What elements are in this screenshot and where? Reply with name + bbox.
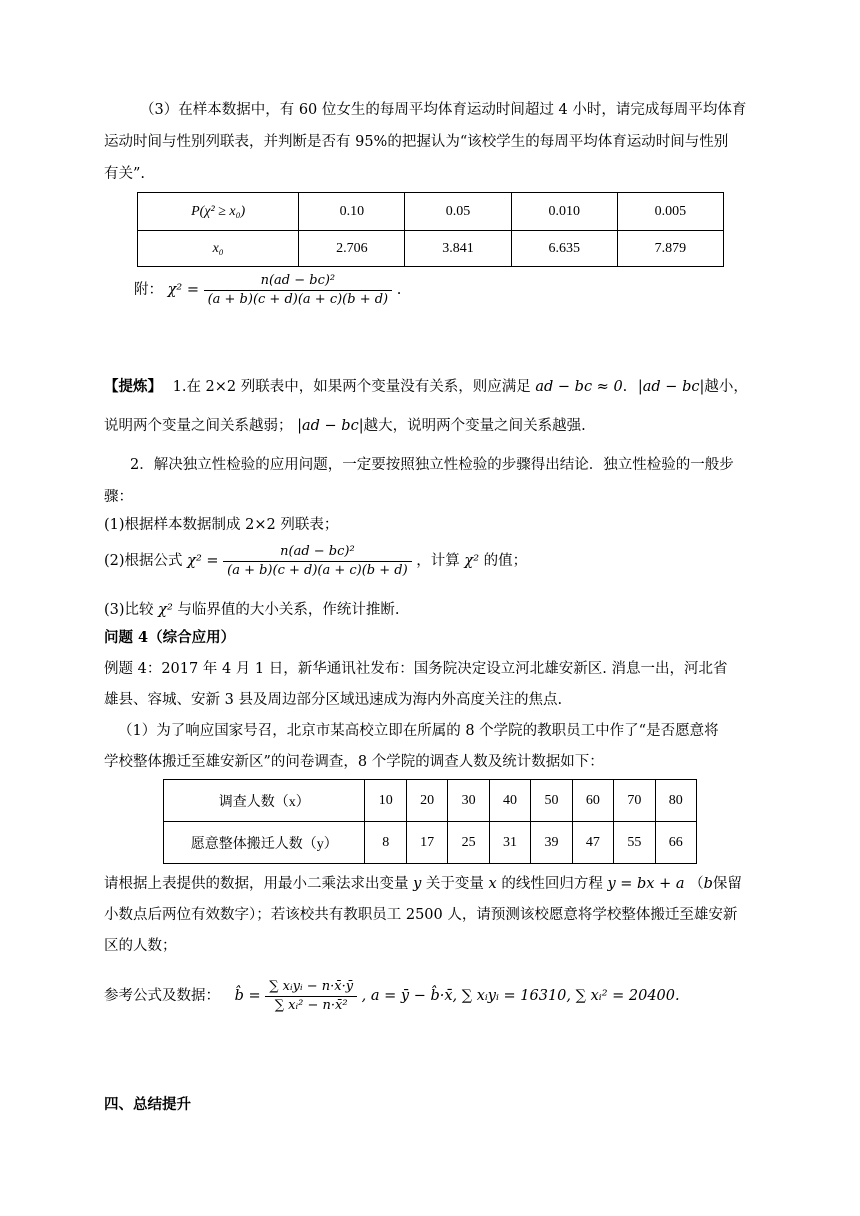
tilian-abs-1: |ad − bc| — [637, 379, 705, 395]
tilian-dot: . — [622, 379, 628, 395]
survey-y-cell: 17 — [406, 822, 447, 864]
item2-step-2 — [104, 541, 527, 581]
p-value-cell: 0.10 — [299, 193, 405, 231]
survey-y-cell: 31 — [489, 822, 530, 864]
survey-y-cell: 8 — [365, 822, 406, 864]
x0-value-cell: 7.879 — [617, 231, 723, 267]
survey-x-cell: 40 — [489, 780, 530, 822]
critical-value-table — [137, 192, 724, 267]
survey-row1-label: 调查人数（x） — [164, 780, 365, 822]
survey-x-cell: 10 — [365, 780, 406, 822]
item2-step-3 — [104, 600, 399, 620]
after-table-line-3: 区的人数； — [104, 938, 177, 954]
problem4-example-line-1: 例题 4：2017 年 4 月 1 日，新华通讯社发布：国务院决定设立河北雄安新区. 消息一出，河北省 — [104, 661, 728, 677]
step2-text-a: (2)根据公式 — [104, 553, 183, 569]
tilian-text-2c: 越大，说明两个变量之间关系越强. — [363, 418, 586, 434]
survey-x-cell: 50 — [531, 780, 572, 822]
x0-value-cell: 6.635 — [511, 231, 617, 267]
chi-denominator: (a + b)(c + d)(a + c)(b + d) — [207, 291, 389, 307]
var-y: y — [413, 876, 422, 892]
table-row-label: x₀ — [138, 231, 299, 267]
step2-chi-lhs: χ² = — [187, 553, 219, 569]
survey-x-cell: 80 — [655, 780, 696, 822]
tilian-text-2a: 说明两个变量之间关系越弱； — [104, 418, 293, 434]
after-text-i: 保留 — [712, 876, 742, 892]
p-value-cell: 0.05 — [405, 193, 511, 231]
sum-xy: ∑ xᵢyᵢ = 16310, — [461, 988, 572, 1004]
q3-line-2: 运动时间与性别列联表，并判断是否有 95%的把握认为“该校学生的每周平均体育运动时间与性别 — [104, 134, 729, 150]
var-b: b — [703, 876, 713, 892]
bhat-fraction — [265, 978, 357, 1015]
survey-y-cell: 25 — [448, 822, 489, 864]
survey-x-cell: 30 — [448, 780, 489, 822]
step3-chi: χ² — [158, 602, 173, 618]
tilian-text-a: 1.在 2×2 列联表中，如果两个变量没有关系，则应满足 — [172, 379, 531, 395]
item2-step-1: (1)根据样本数据制成 2×2 列联表； — [104, 517, 339, 533]
survey-table — [163, 779, 697, 864]
section-4-heading: 四、总结提升 — [104, 1096, 191, 1113]
reference-label: 参考公式及数据： — [104, 988, 220, 1004]
tilian-formula: ad − bc ≈ 0 — [535, 379, 623, 395]
item2-line-1: 2．解决独立性检验的应用问题，一定要按照独立性检验的步骤得出结论．独立性检验的一般步 — [130, 457, 734, 473]
tilian-text-e: 越小， — [704, 379, 748, 395]
appendix-formula — [134, 270, 401, 310]
var-x: x — [488, 876, 497, 892]
sum-x2: ∑ xᵢ² = 20400. — [575, 988, 680, 1004]
step2-text-b: ，计算 — [416, 553, 460, 569]
after-text-g: （ — [689, 876, 704, 892]
reference-formula — [104, 972, 680, 1020]
step2-denominator: (a + b)(c + d)(a + c)(b + d) — [227, 562, 408, 578]
after-table-line-2: 小数点后两位有效数字）；若该校共有教职员工 2500 人，请预测该校愿意将学校整体搬迁至雄安新 — [104, 907, 738, 923]
bhat-lhs: b̂ = — [234, 988, 261, 1004]
item2-line-2: 骤： — [104, 489, 133, 505]
p-value-cell: 0.005 — [617, 193, 723, 231]
tilian-line-1 — [104, 377, 748, 397]
chi-fraction — [204, 272, 393, 309]
survey-y-cell: 39 — [531, 822, 572, 864]
step2-numerator: n(ad − bc)² — [223, 543, 412, 562]
survey-x-cell: 70 — [614, 780, 655, 822]
tilian-abs-2: |ad − bc| — [297, 418, 364, 434]
problem4-title: 问题 4（综合应用） — [104, 629, 236, 646]
q3-line-3: 有关”. — [104, 166, 146, 182]
chi-numerator: n(ad − bc)² — [204, 272, 393, 291]
problem4-part1-line-1: （1）为了响应国家号召，北京市某高校立即在所属的 8 个学院的教职员工中作了“是否愿意将 — [118, 723, 719, 739]
table-header-label: P(χ² ≥ x₀) — [138, 193, 299, 231]
q3-line-1: （3）在样本数据中，有 60 位女生的每周平均体育运动时间超过 4 小时，请完成每周平均体育 — [140, 102, 747, 118]
appendix-label: 附： — [134, 282, 163, 298]
step2-fraction — [223, 543, 412, 580]
after-table-line-1 — [104, 874, 742, 894]
step3-text-c: 与临界值的大小关系，作统计推断. — [177, 602, 400, 618]
tilian-tag: 【提炼】 — [104, 378, 162, 395]
after-text-e: 的线性回归方程 — [501, 876, 603, 892]
bhat-numerator: ∑ xᵢyᵢ − n·x̄·ȳ — [265, 978, 357, 997]
bhat-denominator: ∑ xᵢ² − n·x̄² — [274, 997, 348, 1013]
x0-value-cell: 2.706 — [299, 231, 405, 267]
tilian-line-2 — [104, 416, 586, 436]
step2-text-d: 的值； — [483, 553, 528, 569]
p-value-cell: 0.010 — [511, 193, 617, 231]
survey-x-cell: 20 — [406, 780, 447, 822]
after-text-a: 请根据上表提供的数据，用最小二乘法求出变量 — [104, 876, 409, 892]
survey-y-cell: 55 — [614, 822, 655, 864]
appendix-end: . — [396, 282, 402, 298]
after-text-c: 关于变量 — [425, 876, 484, 892]
x0-value-cell: 3.841 — [405, 231, 511, 267]
survey-y-cell: 66 — [655, 822, 696, 864]
step2-chi: χ² — [464, 553, 480, 569]
survey-row2-label: 愿意整体搬迁人数（y） — [164, 822, 365, 864]
problem4-example-line-2: 雄县、容城、安新 3 县及周边部分区域迅速成为海内外高度关注的焦点. — [104, 692, 563, 708]
survey-x-cell: 60 — [572, 780, 613, 822]
step3-text-a: (3)比较 — [104, 602, 154, 618]
regression-equation: y = bx + a — [607, 876, 685, 892]
problem4-part1-line-2: 学校整体搬迁至雄安新区”的问卷调查，8 个学院的调查人数及统计数据如下： — [104, 754, 604, 770]
chi-lhs: χ² = — [167, 282, 199, 298]
survey-y-cell: 47 — [572, 822, 613, 864]
a-formula: , a = ȳ − b̂·x̄, — [361, 988, 458, 1004]
